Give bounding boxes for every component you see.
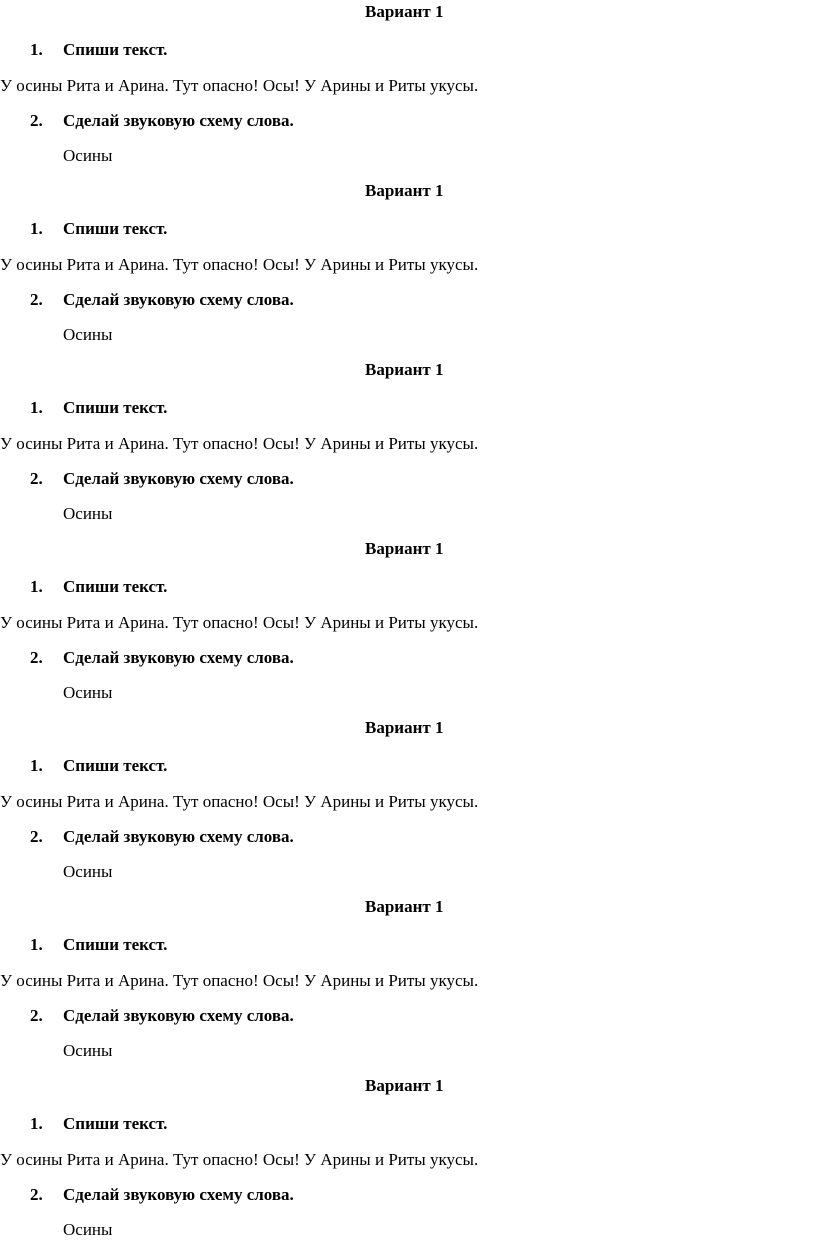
sound-scheme-word: Осины: [63, 504, 113, 523]
sound-scheme-word: Осины: [63, 1041, 113, 1060]
variant-block: [0, 716, 816, 895]
sound-scheme-word: Осины: [63, 1220, 113, 1239]
task-2: [30, 1185, 294, 1205]
variant-block: [0, 895, 816, 1074]
task-2-number: 2.: [30, 290, 43, 309]
task-1-label: Спиши текст.: [63, 219, 168, 238]
task-2: [30, 469, 294, 489]
task-1-number: 1.: [30, 935, 43, 954]
copy-text: У осины Рита и Арина. Тут опасно! Осы! У Арины и Риты укусы.: [0, 255, 479, 274]
task-1: [30, 577, 167, 597]
task-1-number: 1.: [30, 756, 43, 775]
task-1: [30, 40, 167, 60]
task-2-label: Сделай звуковую схему слова.: [63, 648, 294, 667]
task-2-label: Сделай звуковую схему слова.: [63, 469, 294, 488]
variant-title: Вариант 1: [365, 360, 444, 379]
task-1-label: Спиши текст.: [63, 935, 168, 954]
copy-text: У осины Рита и Арина. Тут опасно! Осы! У Арины и Риты укусы.: [0, 1150, 479, 1169]
sound-scheme-word: Осины: [63, 862, 113, 881]
task-2-label: Сделай звуковую схему слова.: [63, 111, 294, 130]
task-1-label: Спиши текст.: [63, 756, 168, 775]
variant-block: [0, 179, 816, 358]
variant-title: Вариант 1: [365, 181, 444, 200]
task-1: [30, 1114, 167, 1134]
task-2-label: Сделай звуковую схему слова.: [63, 290, 294, 309]
task-1-number: 1.: [30, 219, 43, 238]
task-1-label: Спиши текст.: [63, 1114, 168, 1133]
task-2-label: Сделай звуковую схему слова.: [63, 827, 294, 846]
variant-block: [0, 358, 816, 537]
task-2-number: 2.: [30, 469, 43, 488]
task-1: [30, 935, 167, 955]
task-2-number: 2.: [30, 111, 43, 130]
task-1-number: 1.: [30, 577, 43, 596]
task-2: [30, 648, 294, 668]
copy-text: У осины Рита и Арина. Тут опасно! Осы! У Арины и Риты укусы.: [0, 971, 479, 990]
task-2-number: 2.: [30, 648, 43, 667]
copy-text: У осины Рита и Арина. Тут опасно! Осы! У Арины и Риты укусы.: [0, 76, 479, 95]
copy-text: У осины Рита и Арина. Тут опасно! Осы! У Арины и Риты укусы.: [0, 792, 479, 811]
copy-text: У осины Рита и Арина. Тут опасно! Осы! У Арины и Риты укусы.: [0, 434, 479, 453]
variant-title: Вариант 1: [365, 718, 444, 737]
task-1-number: 1.: [30, 40, 43, 59]
task-2: [30, 111, 294, 131]
variant-title: Вариант 1: [365, 2, 444, 21]
variant-title: Вариант 1: [365, 897, 444, 916]
task-1-number: 1.: [30, 398, 43, 417]
copy-text: У осины Рита и Арина. Тут опасно! Осы! У Арины и Риты укусы.: [0, 613, 479, 632]
variant-title: Вариант 1: [365, 1076, 444, 1095]
task-1-label: Спиши текст.: [63, 398, 168, 417]
task-1: [30, 756, 167, 776]
task-2: [30, 1006, 294, 1026]
task-1-number: 1.: [30, 1114, 43, 1133]
task-2-label: Сделай звуковую схему слова.: [63, 1006, 294, 1025]
sound-scheme-word: Осины: [63, 683, 113, 702]
task-1: [30, 219, 167, 239]
task-1-label: Спиши текст.: [63, 577, 168, 596]
task-2: [30, 290, 294, 310]
sound-scheme-word: Осины: [63, 146, 113, 165]
task-2-label: Сделай звуковую схему слова.: [63, 1185, 294, 1204]
task-2-number: 2.: [30, 1006, 43, 1025]
variant-block: [0, 0, 816, 179]
variant-block: [0, 1074, 816, 1253]
task-2: [30, 827, 294, 847]
task-2-number: 2.: [30, 1185, 43, 1204]
variant-block: [0, 537, 816, 716]
task-1: [30, 398, 167, 418]
task-2-number: 2.: [30, 827, 43, 846]
task-1-label: Спиши текст.: [63, 40, 168, 59]
sound-scheme-word: Осины: [63, 325, 113, 344]
variant-title: Вариант 1: [365, 539, 444, 558]
